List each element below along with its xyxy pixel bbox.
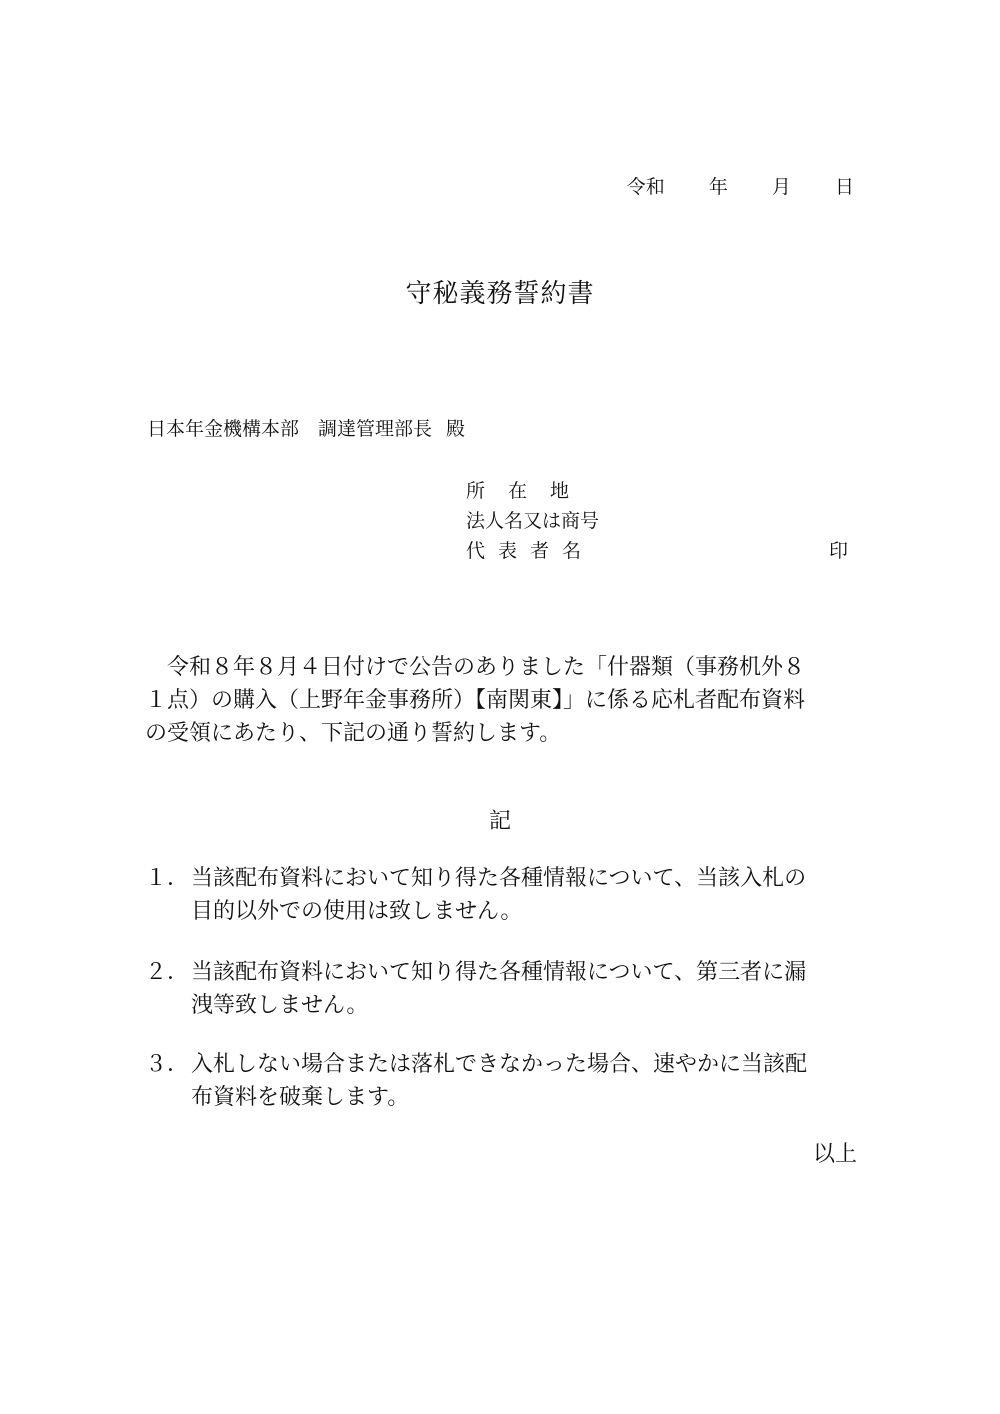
body-line: 令和８年８月４日付けで公告のありました「什器類（事務机外８ bbox=[145, 655, 806, 680]
date-era: 令和 bbox=[626, 176, 665, 198]
date-month: 月 bbox=[771, 176, 791, 198]
representative-label: 代表者名 bbox=[466, 540, 595, 562]
address-label: 所在地 bbox=[466, 480, 593, 502]
pledge-item-text bbox=[191, 862, 806, 928]
date-day: 日 bbox=[834, 176, 854, 198]
document-title: 守秘義務誓約書 bbox=[405, 279, 595, 309]
pledge-item-number: ３． bbox=[145, 1052, 190, 1077]
pledge-item-line: 当該配布資料において知り得た各種情報について、当該入札の bbox=[191, 866, 807, 891]
pledge-item-line: 洩等致しません。 bbox=[191, 993, 369, 1018]
addressee-honorific: 殿 bbox=[446, 418, 466, 440]
body-line: １点）の購入（上野年金事務所）【南関東】」に係る応札者配布資料 bbox=[145, 688, 806, 713]
company-label: 法人名又は商号 bbox=[466, 510, 600, 532]
addressee bbox=[147, 414, 465, 441]
date-line bbox=[627, 172, 854, 199]
date-year: 年 bbox=[708, 176, 728, 198]
seal-label: 印 bbox=[829, 540, 849, 562]
pledge-item-line: 布資料を破棄します。 bbox=[191, 1085, 410, 1110]
addressee-name: 日本年金機構本部 調達管理部長 bbox=[147, 418, 433, 440]
body-line: の受領にあたり、下記の通り誓約します。 bbox=[145, 721, 562, 746]
pledge-item-line: 当該配布資料において知り得た各種情報について、第三者に漏 bbox=[191, 960, 807, 985]
pledge-item-number: ２． bbox=[145, 960, 190, 985]
closing-text: 以上 bbox=[812, 1142, 857, 1167]
pledge-item-text bbox=[191, 1048, 807, 1114]
body-paragraph bbox=[145, 651, 861, 750]
pledge-item-line: 入札しない場合または落札できなかった場合、速やかに当該配 bbox=[191, 1052, 808, 1077]
pledge-item-text bbox=[191, 956, 806, 1022]
pledge-item-number: １． bbox=[145, 866, 190, 891]
pledge-item-line: 目的以外での使用は致しません。 bbox=[191, 899, 523, 924]
ki-heading: 記 bbox=[488, 809, 511, 834]
